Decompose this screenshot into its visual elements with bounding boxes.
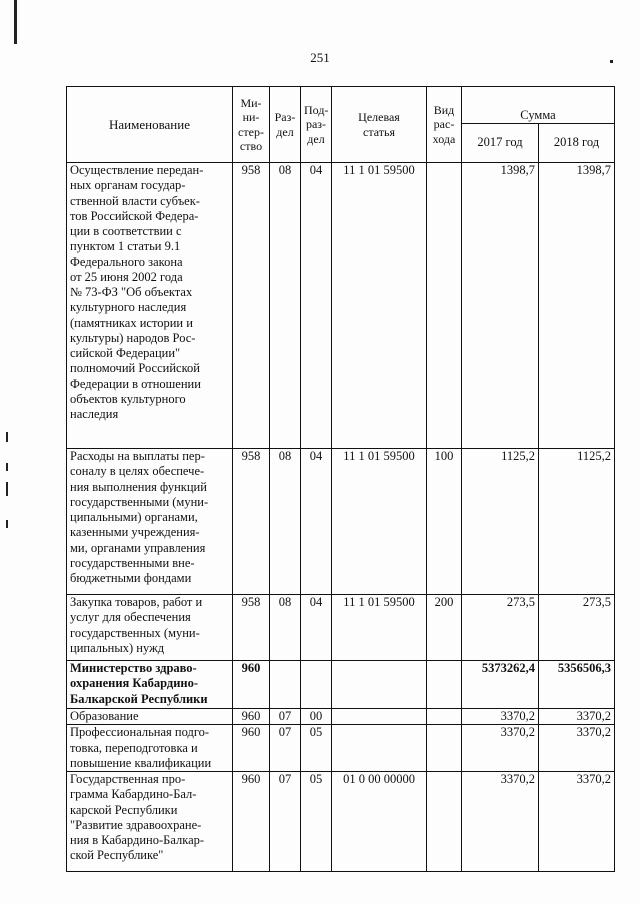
row-ministry-code: 960 — [233, 772, 270, 872]
row-section-code: 07 — [270, 772, 301, 872]
row-expense-type-code — [427, 709, 462, 725]
row-section-code — [270, 661, 301, 709]
row-subsection-code: 05 — [301, 725, 332, 772]
row-ministry-code: 960 — [233, 709, 270, 725]
page-number: 251 — [310, 50, 330, 65]
row-target-code — [332, 725, 427, 772]
header-ministry: Ми- ни- стер- ство — [233, 87, 270, 163]
budget-table — [66, 86, 615, 872]
row-section-code: 07 — [270, 725, 301, 772]
row-sum-2017: 3370,2 — [462, 772, 539, 872]
row-name: Образование — [67, 709, 233, 725]
row-sum-2017: 1398,7 — [462, 163, 539, 449]
row-sum-2018: 1125,2 — [539, 449, 615, 595]
row-sum-2017: 3370,2 — [462, 725, 539, 772]
row-name: Профессиональная подго- товка, переподготовка и повышение квалификации — [67, 725, 233, 772]
table-row — [67, 772, 615, 872]
header-sum: Сумма — [462, 87, 615, 124]
row-sum-2018: 3370,2 — [539, 709, 615, 725]
row-name: Расходы на выплаты пер- соналу в целях обеспече- ния выполнения функций государственными (муни- ципальными) органами, казенными учреждения- ми, органами управления государственными вне- бюджетными фондами — [67, 449, 233, 595]
row-sum-2018: 273,5 — [539, 595, 615, 661]
table-row — [67, 595, 615, 661]
row-ministry-code: 960 — [233, 725, 270, 772]
row-section-code: 08 — [270, 449, 301, 595]
header-year-2018: 2018 год — [539, 124, 615, 163]
table-row — [67, 725, 615, 772]
row-subsection-code: 05 — [301, 772, 332, 872]
row-expense-type-code — [427, 163, 462, 449]
row-target-code: 11 1 01 59500 — [332, 163, 427, 449]
header-target: Целевая статья — [332, 87, 427, 163]
row-name: Осуществление передан- ных органам государ- ственной власти субъек- тов Российской Федера- ции в соответствии с пунктом 1 статьи 9.1 Федерального закона от 25 июня 2002 года № 73-ФЗ "Об объектах культурного наследия (памятниках истории и культуры) народов Рос- сийской Федерации" полномочий Российской Федерации в отношении объектов культурного наследия — [67, 163, 233, 449]
row-subsection-code: 04 — [301, 449, 332, 595]
scan-edge-mark-left-4 — [6, 520, 8, 528]
header-year-2017: 2017 год — [462, 124, 539, 163]
row-expense-type-code: 200 — [427, 595, 462, 661]
scan-edge-mark-top — [14, 0, 17, 44]
header-expense-type: Вид рас- хода — [427, 87, 462, 163]
row-target-code — [332, 709, 427, 725]
row-sum-2018: 3370,2 — [539, 725, 615, 772]
row-sum-2017: 3370,2 — [462, 709, 539, 725]
row-ministry-code: 958 — [233, 595, 270, 661]
row-name: Государственная про- грамма Кабардино-Бал- карской Республики "Развитие здравоохране- ния в Кабардино-Балкар- ской Республике" — [67, 772, 233, 872]
row-subsection-code: 00 — [301, 709, 332, 725]
scan-edge-mark-left-2 — [6, 463, 8, 471]
table-row — [67, 709, 615, 725]
row-expense-type-code — [427, 725, 462, 772]
row-target-code: 11 1 01 59500 — [332, 595, 427, 661]
row-name: Закупка товаров, работ и услуг для обеспечения государственных (муни- ципальных) нужд — [67, 595, 233, 661]
header-name: Наименование — [67, 87, 233, 163]
row-expense-type-code: 100 — [427, 449, 462, 595]
row-ministry-code: 958 — [233, 163, 270, 449]
scan-edge-mark-left-1 — [6, 432, 8, 442]
row-section-code: 08 — [270, 163, 301, 449]
row-target-code: 01 0 00 00000 — [332, 772, 427, 872]
row-name: Министерство здраво- охранения Кабардино- Балкарской Республики — [67, 661, 233, 709]
row-target-code — [332, 661, 427, 709]
row-sum-2018: 3370,2 — [539, 772, 615, 872]
row-sum-2017: 1125,2 — [462, 449, 539, 595]
row-sum-2017: 273,5 — [462, 595, 539, 661]
row-sum-2017: 5373262,4 — [462, 661, 539, 709]
row-section-code: 07 — [270, 709, 301, 725]
scan-edge-mark-left-3 — [6, 482, 8, 496]
header-section: Раз- дел — [270, 87, 301, 163]
row-sum-2018: 1398,7 — [539, 163, 615, 449]
row-subsection-code — [301, 661, 332, 709]
row-target-code: 11 1 01 59500 — [332, 449, 427, 595]
row-sum-2018: 5356506,3 — [539, 661, 615, 709]
table-row — [67, 449, 615, 595]
row-section-code: 08 — [270, 595, 301, 661]
table-body — [67, 163, 615, 872]
row-expense-type-code — [427, 661, 462, 709]
row-expense-type-code — [427, 772, 462, 872]
row-subsection-code: 04 — [301, 595, 332, 661]
table-row — [67, 163, 615, 449]
table-header — [67, 87, 615, 163]
row-ministry-code: 958 — [233, 449, 270, 595]
row-ministry-code: 960 — [233, 661, 270, 709]
row-subsection-code: 04 — [301, 163, 332, 449]
header-subsection: Под- раз- дел — [301, 87, 332, 163]
table-row — [67, 661, 615, 709]
